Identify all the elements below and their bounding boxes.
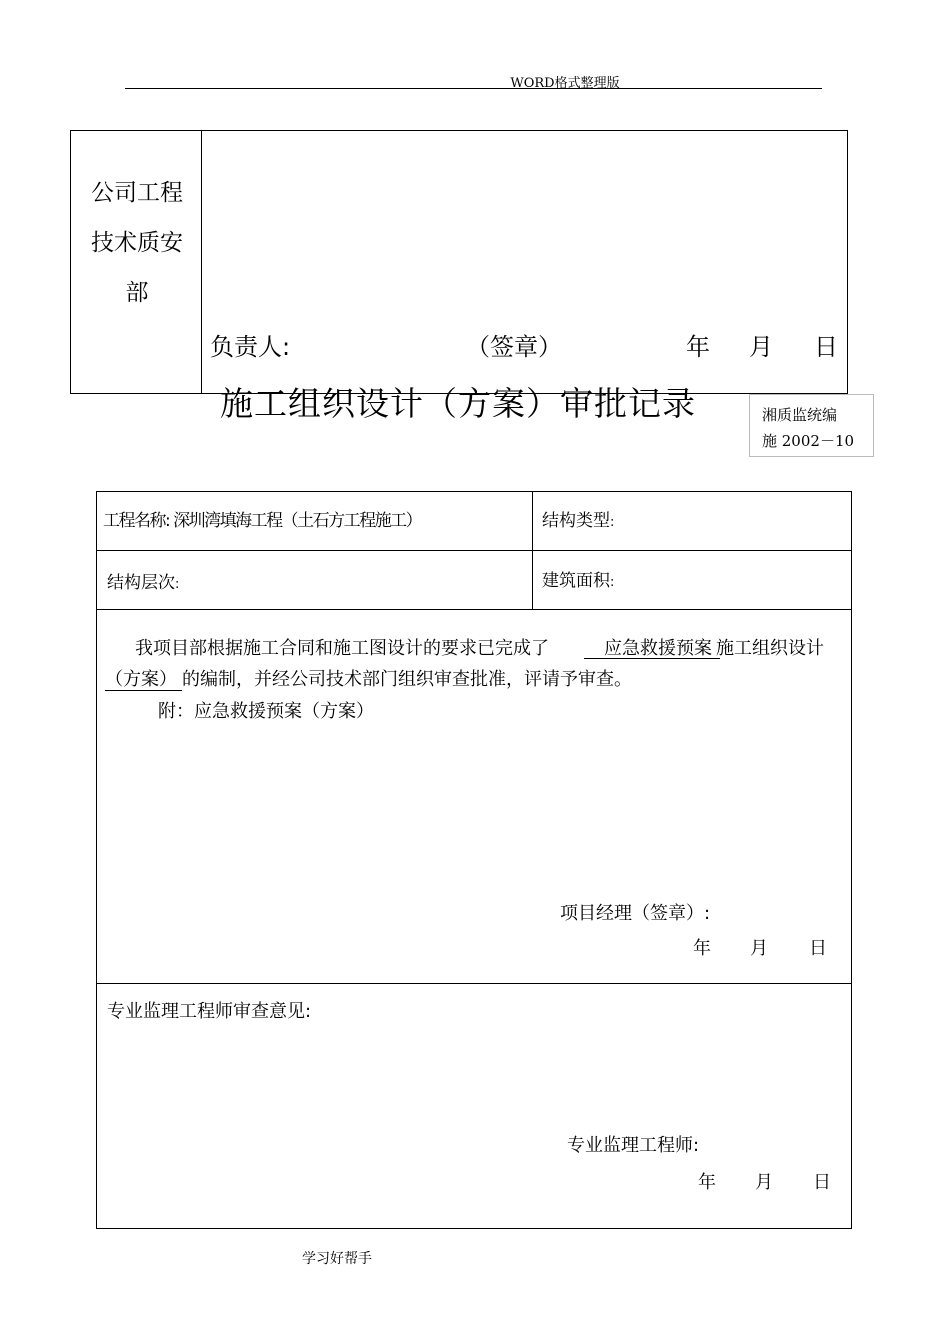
dept-label-line: 公司工程 — [91, 180, 183, 206]
statement-plan-name: 应急救援预案 — [604, 638, 712, 659]
column-divider — [532, 491, 533, 609]
colon: : — [610, 515, 615, 530]
engineer-date-day: 日 — [813, 1172, 831, 1193]
statement-line-1a: 我项目部根据施工合同和施工图设计的要求已完成了 — [135, 638, 549, 659]
dept-label — [72, 168, 202, 318]
plan-name-underline — [584, 658, 720, 659]
building-area-label: 建筑面积 — [542, 571, 610, 591]
project-name-value: 深圳湾填海工程（土石方工程施工） — [173, 511, 422, 531]
plan-type-underline — [105, 690, 182, 691]
document-title: 施工组织设计（方案）审批记录 — [220, 384, 696, 423]
engineer-sign-label: 专业监理工程师: — [567, 1135, 700, 1156]
attachment-note: 附：应急救援预案（方案） — [158, 701, 374, 722]
dept-label-line: 技术质安 — [91, 230, 183, 256]
date-month: 月 — [749, 333, 773, 361]
responsible-label: 负责人: — [210, 333, 291, 361]
date-day: 日 — [814, 333, 838, 361]
row-divider — [96, 550, 852, 551]
colon: : — [610, 575, 615, 590]
statement-line-1b: 施工组织设计 — [716, 638, 824, 659]
date-year: 年 — [686, 333, 710, 361]
statement-line-2b: 的编制，并经公司技术部门组织审查批准，评请予审查。 — [182, 669, 632, 690]
project-name-field — [103, 506, 421, 531]
engineer-date-month: 月 — [755, 1172, 773, 1193]
form-code-box — [749, 394, 874, 457]
page-footer: 学习好帮手 — [302, 1251, 372, 1267]
engineer-date-year: 年 — [698, 1172, 716, 1193]
structure-levels-label: 结构层次 — [107, 573, 175, 593]
pm-date-day: 日 — [809, 938, 827, 959]
page-header-title: WORD格式整理版 — [510, 76, 620, 91]
project-name-label: 工程名称: — [103, 511, 170, 531]
form-code-line: 湘质监统编 — [762, 406, 838, 424]
building-area-field — [542, 566, 614, 591]
review-opinion-label: 专业监理工程师审查意见: — [107, 1001, 312, 1022]
pm-date-year: 年 — [693, 938, 711, 959]
colon: : — [175, 577, 180, 592]
structure-type-label: 结构类型 — [542, 511, 610, 531]
dept-label-line: 部 — [125, 280, 149, 306]
structure-levels-field — [107, 568, 179, 593]
pm-sign-label: 项目经理（签章）: — [560, 903, 711, 924]
form-code-line: 施 2002－10 — [762, 432, 855, 450]
header-rule — [125, 88, 822, 89]
approval-form-table — [96, 491, 852, 1229]
row-divider — [96, 609, 852, 610]
row-divider — [96, 983, 852, 984]
pm-date-month: 月 — [750, 938, 768, 959]
seal-label: （签章） — [466, 333, 562, 361]
statement-plan-type: （方案） — [105, 669, 177, 690]
structure-type-field — [542, 506, 614, 531]
